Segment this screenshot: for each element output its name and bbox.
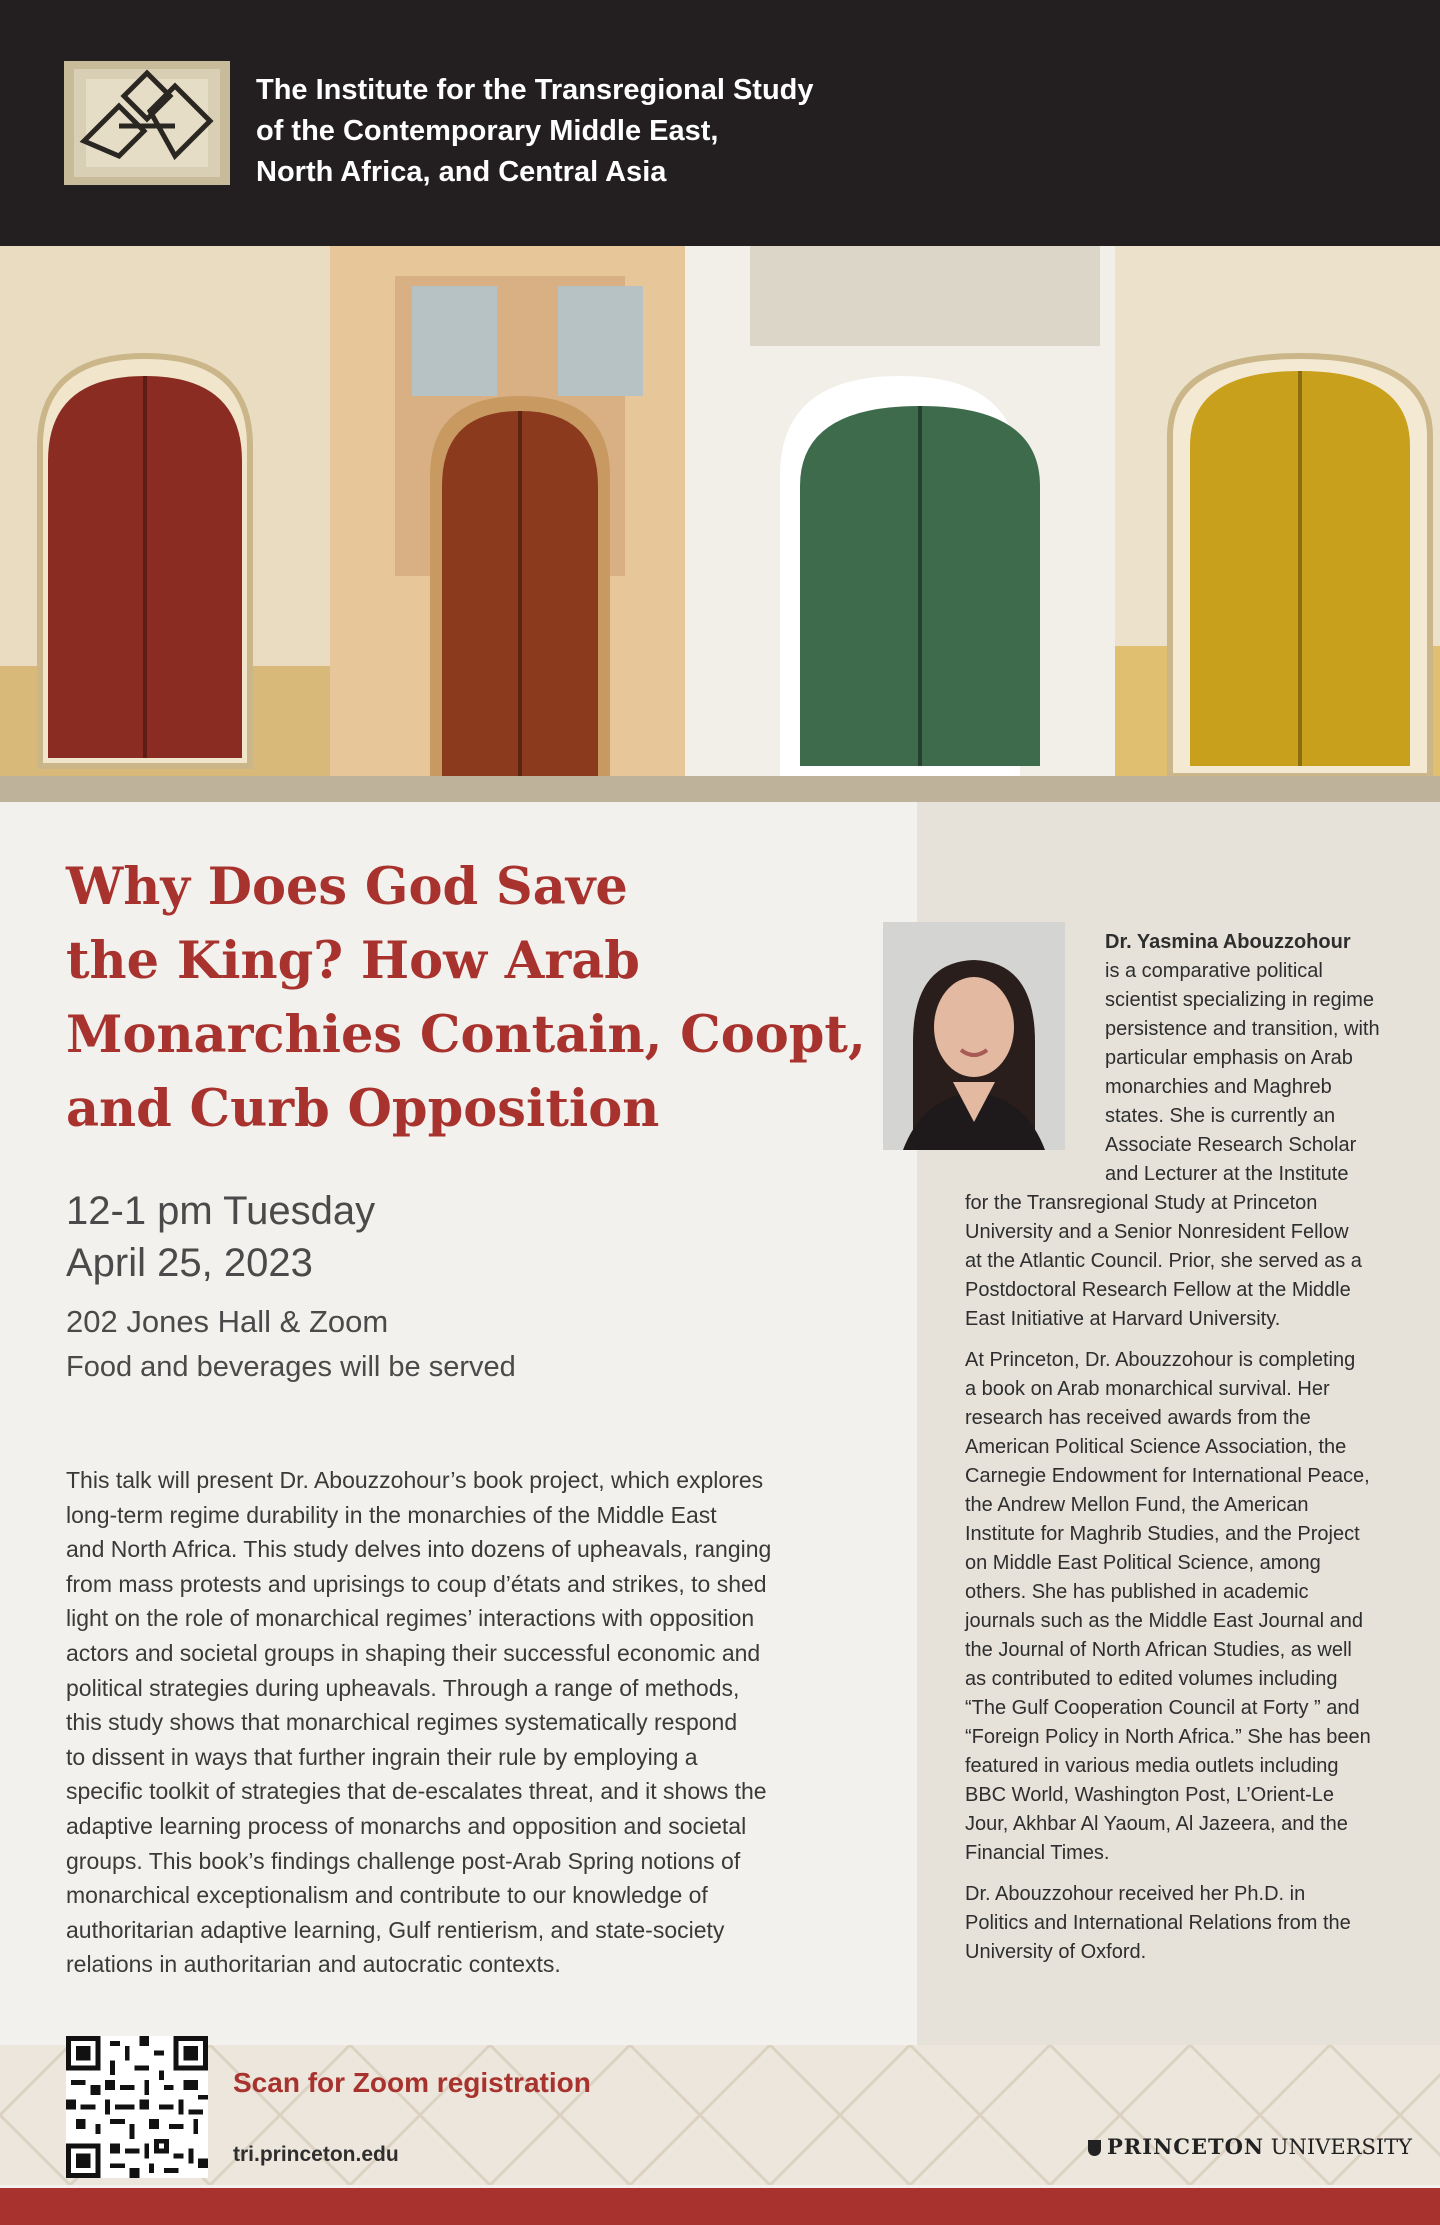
abstract-line: and North Africa. This study delves into dozens of upheavals, ranging (66, 1536, 772, 1563)
abstract-line: This talk will present Dr. Abouzzohour’s book project, which explores (66, 1467, 764, 1493)
website-link[interactable]: tri.princeton.edu (233, 2143, 399, 2166)
bio-line: research has received awards from the (965, 1407, 1311, 1429)
abstract-line: specific toolkit of strategies that de-escalates threat, and it shows the (66, 1778, 767, 1805)
bio-line: East Initiative at Harvard University. (965, 1308, 1281, 1330)
bio-line: states. She is currently an (1105, 1105, 1336, 1127)
abstract-line: long-term regime durability in the monarchies of the Middle East (66, 1501, 717, 1528)
bio-line: persistence and transition, with (1105, 1018, 1380, 1040)
institute-title-line: North Africa, and Central Asia (256, 156, 667, 188)
bio-line: monarchies and Maghreb (1105, 1076, 1332, 1098)
talk-abstract (66, 1463, 856, 1982)
abstract-line: political strategies during upheavals. Through a range of methods, (66, 1674, 740, 1701)
institute-title (256, 70, 956, 193)
princeton-wordmark: PRINCETON UNIVERSITY (1088, 2134, 1412, 2159)
abstract-line: to dissent in ways that further ingrain their rule by employing a (66, 1743, 698, 1770)
bio-line: American Political Science Association, the (965, 1436, 1347, 1458)
event-venue: 202 Jones Hall & Zoom (66, 1304, 389, 1339)
bio-line: University and a Senior Nonresident Fellow (965, 1221, 1349, 1243)
abstract-line: this study shows that monarchical regimes systematically respond (66, 1709, 738, 1736)
princeton-shield-icon (1088, 2140, 1101, 2156)
bio-line: featured in various media outlets including (965, 1755, 1339, 1777)
bio-line: Carnegie Endowment for International Peace, (965, 1465, 1370, 1487)
bio-line: as contributed to edited volumes including (965, 1668, 1338, 1690)
bio-line: “The Gulf Cooperation Council at Forty ” and (965, 1697, 1360, 1719)
abstract-line: from mass protests and uprisings to coup d’états and strikes, to shed (66, 1570, 767, 1597)
event-time: 12-1 pm Tuesday (66, 1189, 376, 1233)
bio-line: Dr. Abouzzohour received her Ph.D. in (965, 1883, 1306, 1905)
footer-pattern (0, 2045, 1440, 2185)
bio-line: the Journal of North African Studies, as well (965, 1639, 1352, 1661)
hero-doors-image (0, 246, 1440, 802)
header-bar (0, 0, 1440, 246)
bio-line: Postdoctoral Research Fellow at the Middle (965, 1279, 1351, 1301)
bio-line: the Andrew Mellon Fund, the American (965, 1494, 1309, 1516)
bio-line: At Princeton, Dr. Abouzzohour is completing (965, 1349, 1356, 1371)
speaker-bio (965, 928, 1415, 1967)
bio-line: “Foreign Policy in North Africa.” She has been (965, 1726, 1371, 1748)
institute-logo (64, 61, 230, 185)
institute-title-line: of the Contemporary Middle East, (256, 115, 719, 147)
abstract-line: groups. This book’s findings challenge post-Arab Spring notions of (66, 1847, 741, 1874)
event-title-line: Why Does God Save (66, 857, 628, 917)
bio-line: a book on Arab monarchical survival. Her (965, 1378, 1330, 1400)
event-datetime (66, 1185, 375, 1289)
bio-line: is a comparative political (1105, 960, 1323, 982)
abstract-line: actors and societal groups in shaping their successful economic and (66, 1639, 761, 1666)
bio-line: scientist specializing in regime (1105, 989, 1375, 1011)
event-date: April 25, 2023 (66, 1241, 313, 1285)
bio-line: BBC World, Washington Post, L’Orient-Le (965, 1784, 1335, 1806)
bio-line: University of Oxford. (965, 1941, 1147, 1963)
event-title-line: Monarchies Contain, Coopt, (66, 1005, 866, 1065)
bio-line: and Lecturer at the Institute (1105, 1163, 1349, 1185)
bio-line: for the Transregional Study at Princeton (965, 1192, 1318, 1214)
bio-line: particular emphasis on Arab (1105, 1047, 1353, 1069)
bio-line: Associate Research Scholar (1105, 1134, 1357, 1156)
bio-line: Politics and International Relations from the (965, 1912, 1351, 1934)
event-title-line: the King? How Arab (66, 931, 640, 991)
bottom-band (0, 2188, 1440, 2225)
abstract-line: authoritarian adaptive learning, Gulf rentierism, and state-society (66, 1916, 725, 1943)
bio-line: journals such as the Middle East Journal and (965, 1610, 1364, 1632)
abstract-line: adaptive learning process of monarchs and opposition and societal (66, 1812, 747, 1839)
bio-line: Institute for Maghrib Studies, and the Project (965, 1523, 1360, 1545)
abstract-line: relations in authoritarian and autocratic contexts. (66, 1951, 561, 1978)
zoom-qr-code[interactable] (66, 2036, 208, 2178)
bio-line: others. She has published in academic (965, 1581, 1309, 1603)
abstract-line: light on the role of monarchical regimes’ interactions with opposition (66, 1605, 755, 1632)
abstract-line: monarchical exceptionalism and contribute to our knowledge of (66, 1882, 708, 1909)
bio-line: Jour, Akhbar Al Yaoum, Al Jazeera, and the (965, 1813, 1348, 1835)
speaker-name: Dr. Yasmina Abouzzohour (1105, 931, 1351, 953)
institute-title-line: The Institute for the Transregional Study (256, 74, 814, 106)
event-food-note: Food and beverages will be served (66, 1351, 516, 1383)
bio-line: Financial Times. (965, 1842, 1110, 1864)
event-title (66, 850, 886, 1146)
bio-line: at the Atlantic Council. Prior, she served as a (965, 1250, 1362, 1272)
bio-line: on Middle East Political Science, among (965, 1552, 1321, 1574)
zoom-registration-label: Scan for Zoom registration (233, 2067, 591, 2098)
event-title-line: and Curb Opposition (66, 1079, 660, 1139)
